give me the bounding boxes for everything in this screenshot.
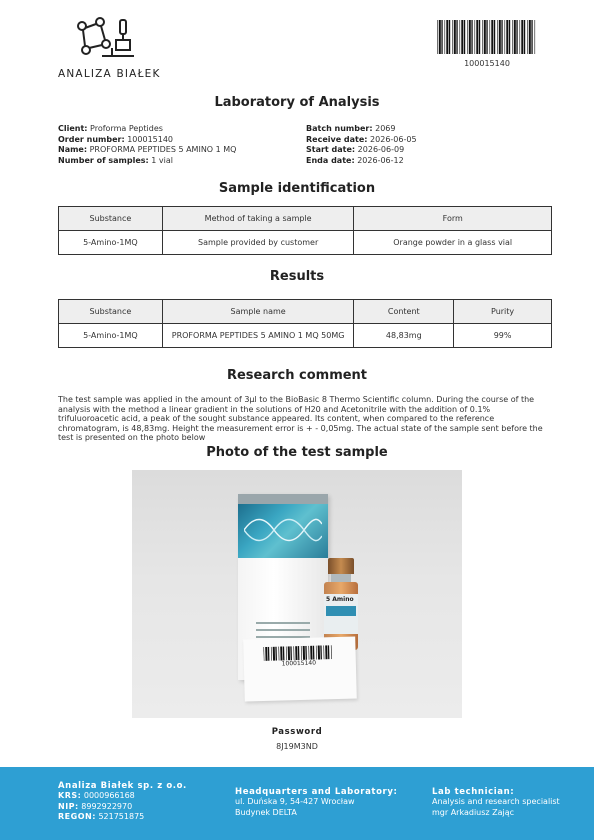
table-header-cell: Substance [59, 300, 163, 324]
table-header-cell: Substance [59, 207, 163, 231]
table-cell: 99% [454, 324, 552, 348]
results-table [58, 299, 552, 348]
table-header-cell: Purity [454, 300, 552, 324]
table-cell: 5-Amino-1MQ [59, 324, 163, 348]
dna-helix-icon [244, 516, 322, 544]
vial-label-text: 5 Amino [326, 596, 354, 603]
table-header-cell: Method of taking a sample [162, 207, 354, 231]
footer [0, 767, 594, 840]
document-title: Laboratory of Analysis [214, 95, 380, 110]
footer-lab-technician [432, 787, 560, 818]
table-cell: PROFORMA PEPTIDES 5 AMINO 1 MQ 50MG [162, 324, 354, 348]
table-row [59, 231, 552, 255]
order-info-left [58, 124, 236, 166]
name-line: Name: PROFORMA PEPTIDES 5 AMINO 1 MQ [58, 145, 237, 155]
research-comment-heading: Research comment [226, 368, 368, 383]
batch-line: Batch number: 2069 [306, 124, 396, 133]
company-name: Analiza Białek sp. z o.o. [58, 781, 187, 791]
table-cell: 5-Amino-1MQ [59, 231, 163, 255]
receive-date-line: Receive date: 2026-06-05 [306, 134, 417, 144]
nip-line: NIP: 8992922970 [58, 801, 133, 811]
footer-company [58, 781, 187, 823]
headquarters-building: Budynek DELTA [235, 807, 297, 817]
results-heading: Results [269, 269, 325, 284]
table-header-row [59, 300, 552, 324]
table-header-cell: Form [354, 207, 552, 231]
footer-headquarters [235, 787, 397, 818]
samples-line: Number of samples: 1 vial [58, 155, 173, 165]
research-comment-text: The test sample was applied in the amount of 3μl to the BioBasic 8 Thermo Scientific column. During the course of the analysis with the method a linear gradient in the solutions of H20 and Acetonitrile with the addition of 0.1% trifuluoroacetic acid, a peak of the sought substance appeared. Its content, when compared to the reference chromatogram, is 48,83mg. Height the measurement error is + - 0,05mg. The actual state of the sample sent before the test is presented on the photo below [58, 395, 543, 443]
table-cell: Sample provided by customer [162, 231, 354, 255]
molecule-microscope-icon [76, 16, 142, 64]
password-label: Password [271, 727, 323, 737]
lab-technician-title: Lab technician: [432, 787, 515, 797]
company-logo [58, 16, 168, 82]
password-value: 8J19M3ND [276, 742, 318, 751]
photo-heading: Photo of the test sample [206, 445, 388, 460]
headquarters-title: Headquarters and Laboratory: [235, 787, 398, 797]
company-logo-text: ANALIZA BIAŁEK [58, 68, 161, 80]
regon-line: REGON: 521751875 [58, 812, 145, 822]
start-date-line: Start date: 2026-06-09 [306, 145, 405, 155]
barcode-image [437, 20, 537, 54]
table-cell: 48,83mg [354, 324, 454, 348]
lab-technician-role: Analysis and research specialist [432, 797, 560, 807]
paper-barcode-number: 100015140 [281, 659, 317, 668]
table-cell: Orange powder in a glass vial [354, 231, 552, 255]
order-info-right [306, 124, 417, 166]
barcode-number: 100015140 [464, 59, 510, 68]
sample-identification-table [58, 206, 552, 255]
order-line: Order number: 100015140 [58, 134, 174, 144]
lab-technician-name: mgr Arkadiusz Zając [432, 807, 515, 817]
end-date-line: Enda date: 2026-06-12 [306, 155, 404, 165]
sample-photo [132, 470, 462, 718]
table-header-row [59, 207, 552, 231]
headquarters-address: ul. Duńska 9, 54-427 Wrocław [235, 797, 355, 807]
sample-identification-heading: Sample identification [218, 181, 376, 196]
client-line: Client: Proforma Peptides [58, 124, 163, 133]
barcode-paper [243, 637, 357, 702]
table-row [59, 324, 552, 348]
krs-line: KRS: 0000966168 [58, 791, 135, 801]
table-header-cell: Sample name [162, 300, 354, 324]
table-header-cell: Content [354, 300, 454, 324]
